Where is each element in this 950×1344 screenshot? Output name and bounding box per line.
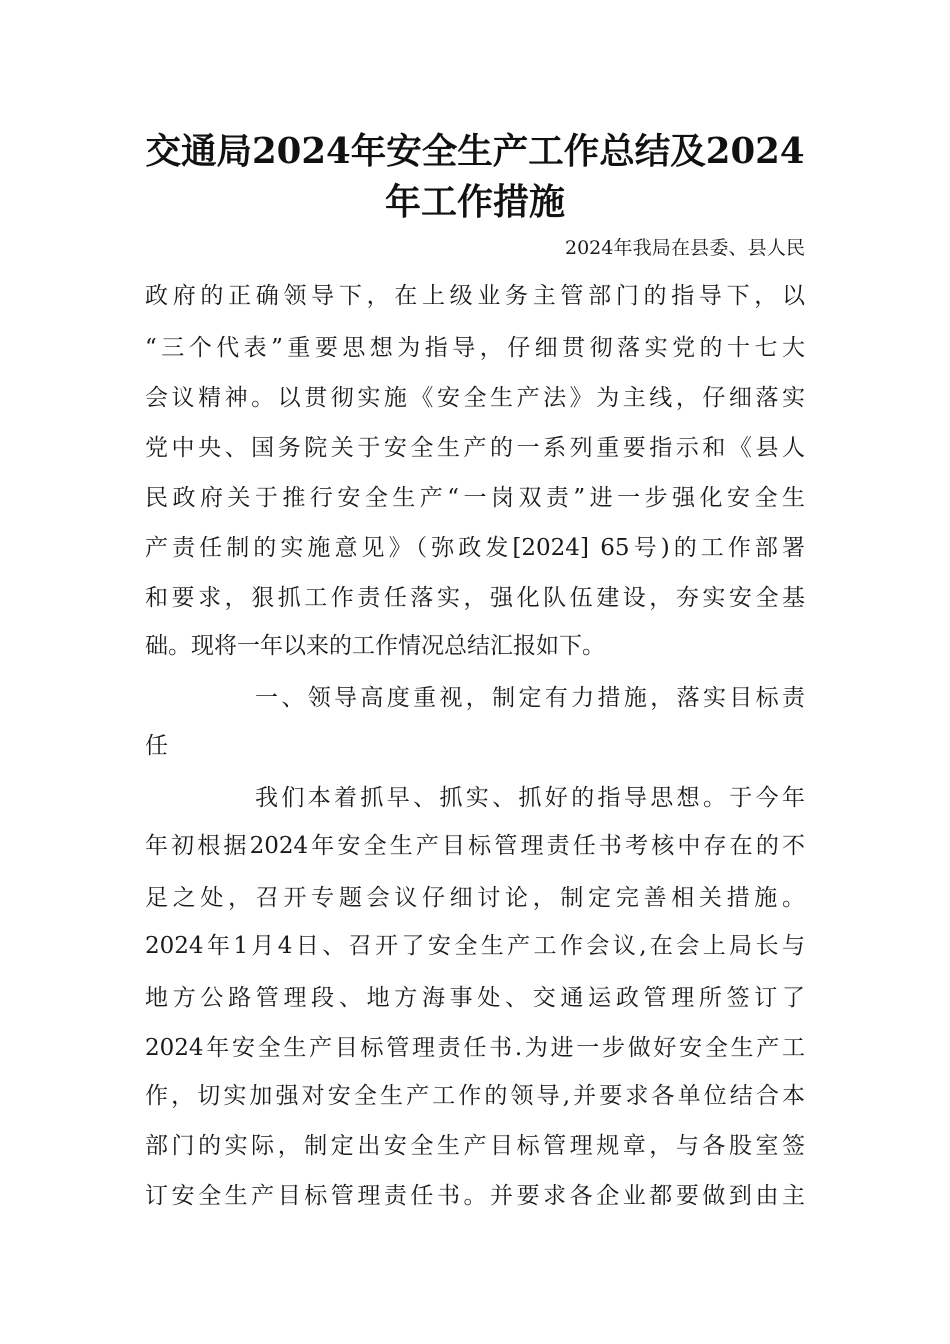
paragraph-line: 政府的正确领导下，在上级业务主管部门的指导下，以 [145, 283, 805, 309]
paragraph-line: 2024年安全生产目标管理责任书.为进一步做好安全生产工 [145, 1035, 805, 1061]
document-title-line-2: 年工作措施 [384, 181, 565, 223]
paragraph-line: “三个代表”重要思想为指导，仔细贯彻落实党的十七大 [145, 335, 805, 361]
paragraph-line: 足之处，召开专题会议仔细讨论，制定完善相关措施。 [145, 885, 805, 911]
paragraph-line: 地方公路管理段、地方海事处、交通运政管理所签订了 [145, 985, 805, 1011]
document-title-line-1: 交通局2024年安全生产工作总结及2024 [145, 131, 805, 172]
paragraph-line: 础。现将一年以来的工作情况总结汇报如下。 [145, 633, 605, 659]
paragraph-line: 订安全生产目标管理责任书。并要求各企业都要做到由主 [145, 1183, 805, 1209]
paragraph-line: 民政府关于推行安全生产“一岗双责”进一步强化安全生 [145, 485, 805, 511]
paragraph-line: 党中央、国务院关于安全生产的一系列重要指示和《县人 [145, 435, 805, 461]
section-heading-continued: 任 [145, 733, 168, 759]
paragraph-line: 我们本着抓早、抓实、抓好的指导思想。于今年 [255, 785, 805, 811]
paragraph-line: 年初根据2024年安全生产目标管理责任书考核中存在的不 [145, 833, 805, 859]
paragraph-line: 作，切实加强对安全生产工作的领导,并要求各单位结合本 [145, 1083, 805, 1109]
paragraph-line: 部门的实际，制定出安全生产目标管理规章，与各股室签 [145, 1133, 805, 1159]
paragraph-line: 产责任制的实施意见》（弥政发[2024] 65号)的工作部署 [145, 535, 805, 561]
paragraph-line: 2024年我局在县委、县人民 [565, 237, 805, 259]
paragraph-line: 会议精神。以贯彻实施《安全生产法》为主线，仔细落实 [145, 385, 805, 411]
section-heading: 一、领导高度重视，制定有力措施，落实目标责 [255, 685, 805, 711]
paragraph-line: 2024年1月4日、召开了安全生产工作会议,在会上局长与 [145, 933, 805, 959]
paragraph-line: 和要求，狠抓工作责任落实，强化队伍建设，夯实安全基 [145, 585, 805, 611]
